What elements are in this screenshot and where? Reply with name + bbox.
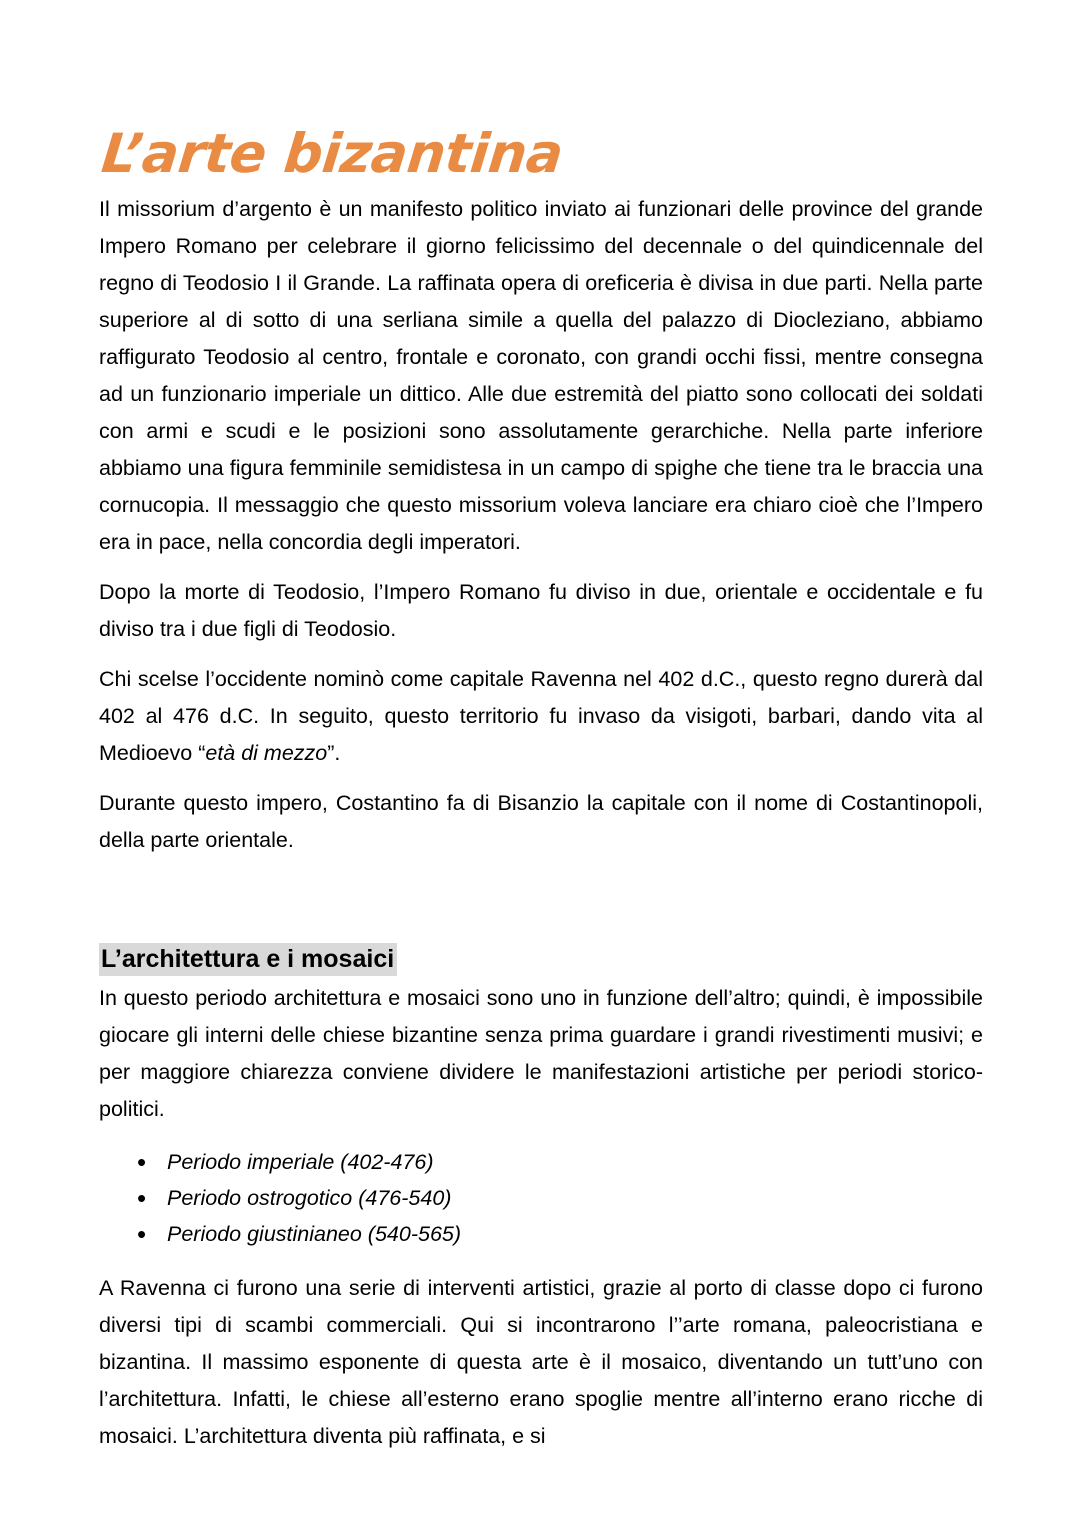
paragraph-architettura-mosaici: In questo periodo architettura e mosaici sono uno in funzione dell’altro; quindi, è impossibile giocare gli interni delle chiese bizantine senza prima guardare i grandi rivestimenti musivi; e per maggiore chiarezza conviene dividere le manifestazioni artistiche per periodi storico-politici. xyxy=(99,985,983,1121)
paragraph-ravenna-after-italic: ”. xyxy=(327,740,341,765)
list-item xyxy=(99,1216,983,1252)
paragraph-ravenna-italic-term: età di mezzo xyxy=(205,740,328,765)
section-heading-label: L’architettura e i mosaici xyxy=(99,943,397,976)
list-item xyxy=(99,1180,983,1216)
heading-spacer xyxy=(99,872,983,938)
paragraph-ravenna-interventi: A Ravenna ci furono una serie di interventi artistici, grazie al porto di classe dopo ci furono diversi tipi di scambi commerciali. Qui si incontrarono l’’arte romana, paleocristiana e bizantina. Il massimo esponente di questa arte è il mosaico, diventando un tutt’uno con l’architettura. Infatti, le chiese all’esterno erano spoglie mentre all’interno erano ricche di mosaici. L’architettura diventa più raffinata, e si xyxy=(99,1275,983,1448)
list-item-label: Periodo imperiale (402-476) xyxy=(167,1149,434,1174)
bullet-icon: • xyxy=(137,1146,147,1177)
paragraph-costantinopoli: Durante questo impero, Costantino fa di Bisanzio la capitale con il nome di Costantinopoli, della parte orientale. xyxy=(99,790,983,852)
list-item xyxy=(99,1144,983,1180)
document-content xyxy=(98,122,983,1455)
periodi-storico-politici-list xyxy=(99,1144,983,1252)
list-item-label: Periodo ostrogotico (476-540) xyxy=(167,1185,452,1210)
bullet-icon: • xyxy=(137,1182,147,1213)
bullet-icon: • xyxy=(137,1218,147,1249)
paragraph-divisione-impero: Dopo la morte di Teodosio, l’Impero Romano fu diviso in due, orientale e occidentale e fu diviso tra i due figli di Teodosio. xyxy=(99,579,983,641)
section-heading-architettura xyxy=(99,938,983,980)
paragraph-ravenna-before-italic: Chi scelse l’occidente nominò come capitale Ravenna nel 402 d.C., questo regno durerà dal 402 al 476 d.C. In seguito, questo territorio fu invaso da visigoti, barbari, dando vita al Medioevo “ xyxy=(99,666,983,765)
paragraph-missorium: Il missorium d’argento è un manifesto politico inviato ai funzionari delle province del grande Impero Romano per celebrare il giorno felicissimo del decennale o del quindicennale del regno di Teodosio I il Grande. La raffinata opera di oreficeria è divisa in due parti. Nella parte superiore al di sotto di una serliana simile a quella del palazzo di Diocleziano, abbiamo raffigurato Teodosio al centro, frontale e coronato, con grandi occhi fissi, mentre consegna ad un funzionario imperiale un dittico. Alle due estremità del piatto sono collocati dei soldati con armi e scudi e le posizioni sono assolutamente gerarchiche. Nella parte inferiore abbiamo una figura femminile semidistesa in un campo di spighe che tiene tra le braccia una cornucopia. Il messaggio che questo missorium voleva lanciare era chiaro cioè che l’Impero era in pace, nella concordia degli imperatori. xyxy=(99,196,983,554)
list-item-label: Periodo giustinianeo (540-565) xyxy=(167,1221,462,1246)
paragraph-ravenna xyxy=(99,661,983,772)
page-title: L’arte bizantina xyxy=(98,122,566,185)
